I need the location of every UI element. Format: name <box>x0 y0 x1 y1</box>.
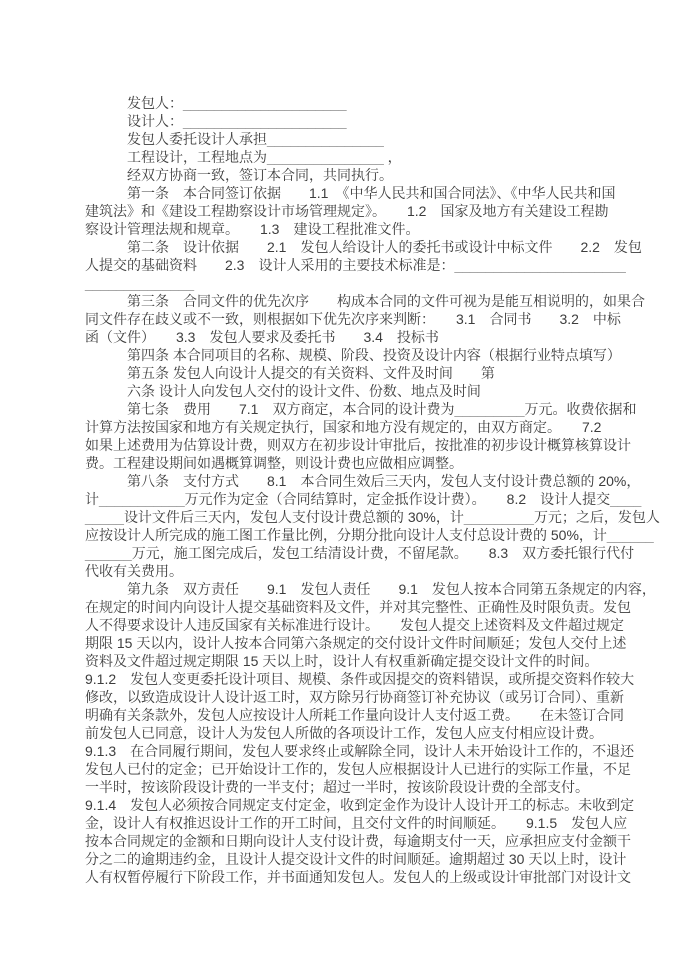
doc-line: 第七条 费用 7.1 双方商定，本合同的设计费为_________万元。收费依据和 <box>127 401 637 417</box>
doc-line: 费。工程建设期间如遇概算调整，则设计费也应做相应调整。 <box>85 455 463 471</box>
fill-in-blank: _______________ <box>267 131 384 147</box>
doc-line: 第一条 本合同签订依据 1.1 《中华人民共和国合同法》、《中华人民共和国 <box>127 185 616 201</box>
doc-line: 代收有关费用。 <box>85 563 183 579</box>
doc-line: 资料及文件超过规定期限 15 天以上时，设计人有权重新确定提交设计文件的时间。 <box>85 653 599 669</box>
doc-line: 金，设计人有权推迟设计工作的开工时间，且交付文件的时间顺延。 9.1.5 发包人应 <box>85 815 628 831</box>
doc-line: 经双方协商一致，签订本合同，共同执行。 <box>127 167 393 183</box>
contract-document-page <box>85 94 660 886</box>
fill-in-blank: ______________ <box>85 275 195 291</box>
doc-line: 第八条 支付方式 8.1 本合同生效后三天内，发包人支付设计费总额的 20%， <box>127 473 641 489</box>
doc-line: 函（文件） 3.3 发包人要求及委托书 3.4 投标书 <box>85 329 439 345</box>
fill-in-blank: ______ <box>85 545 132 561</box>
doc-line: 一半时，按该阶段设计费的一半支付；超过一半时，按该阶段设计费的全部支付。 <box>85 779 589 795</box>
doc-line: 设计人：_____________________ <box>127 113 347 129</box>
doc-line: 察设计管理法规和规章。 1.3 建设工程批准文件。 <box>85 221 420 237</box>
doc-line: 期限 15 天以内，设计人按本合同第六条规定的交付设计文件时间顺延；发包人交付上述 <box>85 635 627 651</box>
doc-line: 计___________万元作为定金（合同结算时，定金抵作设计费）。 8.2 设计人提交____ <box>85 491 642 507</box>
doc-line: 发包人：_____________________ <box>127 95 347 111</box>
doc-line: ______万元，施工图完成后，发包工结清设计费，不留尾款。 8.3 双方委托银行代付 <box>85 545 635 561</box>
doc-line: 明确有关条款外，发包人应按设计人所耗工作量向设计人支付返工费。 在未签订合同 <box>85 707 624 723</box>
doc-line: _____设计文件后三天内，发包人支付设计费总额的 30%，计_________万元；之后，发包人 <box>85 509 660 525</box>
doc-line: 发包人已付的定金；已开始设计工作的，发包人应根据设计人已进行的实际工作量，不足 <box>85 761 631 777</box>
doc-line: 如果上述费用为估算设计费，则双方在初步设计审批后，按批准的初步设计概算核算设计 <box>85 437 631 453</box>
doc-line: 人有权暂停履行下阶段工作，并书面通知发包人。发包人的上级或设计审批部门对设计文 <box>85 869 631 885</box>
doc-line: 第二条 设计依据 2.1 发包人给设计人的委托书或设计中标文件 2.2 发包 <box>127 239 642 255</box>
doc-line: 第五条 发包人向设计人提交的有关资料、文件及时间 第 <box>127 365 495 381</box>
fill-in-blank: _______________ <box>267 149 384 165</box>
doc-line: 第四条 本合同项目的名称、规模、阶段、投资及设计内容（根据行业特点填写） <box>127 347 621 363</box>
doc-line: 9.1.4 发包人必须按合同规定支付定金，收到定金作为设计人设计开工的标志。未收到定 <box>85 797 635 813</box>
doc-line: 第三条 合同文件的优先次序 构成本合同的文件可视为是能互相说明的，如果合 <box>127 293 645 309</box>
doc-line: 9.1.2 发包人变更委托设计项目、规模、条件或因提交的资料错误，或所提交资料作较大 <box>85 671 635 687</box>
fill-in-blank: _____________________ <box>183 95 347 111</box>
doc-line: 发包人委托设计人承担_______________ <box>127 131 384 147</box>
doc-line: 建筑法》和《建设工程勘察设计市场管理规定》。 1.2 国家及地方有关建设工程勘 <box>85 203 609 219</box>
doc-line: 六条 设计人向发包人交付的设计文件、份数、地点及时间 <box>127 383 481 399</box>
doc-line: 9.1.3 在合同履行期间，发包人要求终止或解除全同，设计人未开始设计工作的，不退还 <box>85 743 635 759</box>
doc-line: 分之二的逾期违约金，且设计人提交设计文件的时间顺延。逾期超过 30 天以上时，设计 <box>85 851 627 867</box>
doc-line: 工程设计，工程地点为_______________ ， <box>127 149 402 165</box>
doc-line: 人提交的基础资料 2.3 设计人采用的主要技术标准是：______________________ <box>85 257 626 273</box>
fill-in-blank: _____________________ <box>183 113 347 129</box>
fill-in-blank: ___________ <box>99 491 185 507</box>
fill-in-blank: _____ <box>85 509 124 525</box>
fill-in-blank: ______ <box>606 527 654 543</box>
doc-line: 同文件存在歧义或不一致，则根据如下优先次序来判断： 3.1 合同书 3.2 中标 <box>85 311 621 327</box>
doc-line: 计算方法按国家和地方有关规定执行，国家和地方没有规定的，由双方商定。 7.2 <box>85 419 602 435</box>
fill-in-blank: _________ <box>463 509 534 525</box>
doc-line: 第九条 双方责任 9.1 发包人责任 9.1 发包人按本合同第五条规定的内容， <box>127 581 656 597</box>
fill-in-blank: _________ <box>454 401 525 417</box>
doc-line: 在规定的时间内向设计人提交基础资料及文件，并对其完整性、正确性及时限负责。发包 <box>85 599 631 615</box>
doc-line <box>85 274 605 292</box>
fill-in-blank: ____ <box>610 491 642 507</box>
doc-line: 修改，以致造成设计人设计返工时，双方除另行协商签订补充协议（或另订合同）、重新 <box>85 689 624 705</box>
doc-line: 前发包人已同意，设计人为发包人所做的各项设计工作，发包人应支付相应设计费。 <box>85 725 603 741</box>
doc-line: 应按设计人所完成的施工图工作量比例，分期分批向设计人支付总设计费的 50%，计______ <box>85 527 654 543</box>
doc-line: 按本合同规定的金额和日期向设计人支付设计费，每逾期支付一天，应承担应支付金额干 <box>85 833 631 849</box>
doc-line: 人不得要求设计人违反国家有关标准进行设计。 发包人提交上述资料及文件超过规定 <box>85 617 624 633</box>
fill-in-blank: ______________________ <box>454 257 626 273</box>
